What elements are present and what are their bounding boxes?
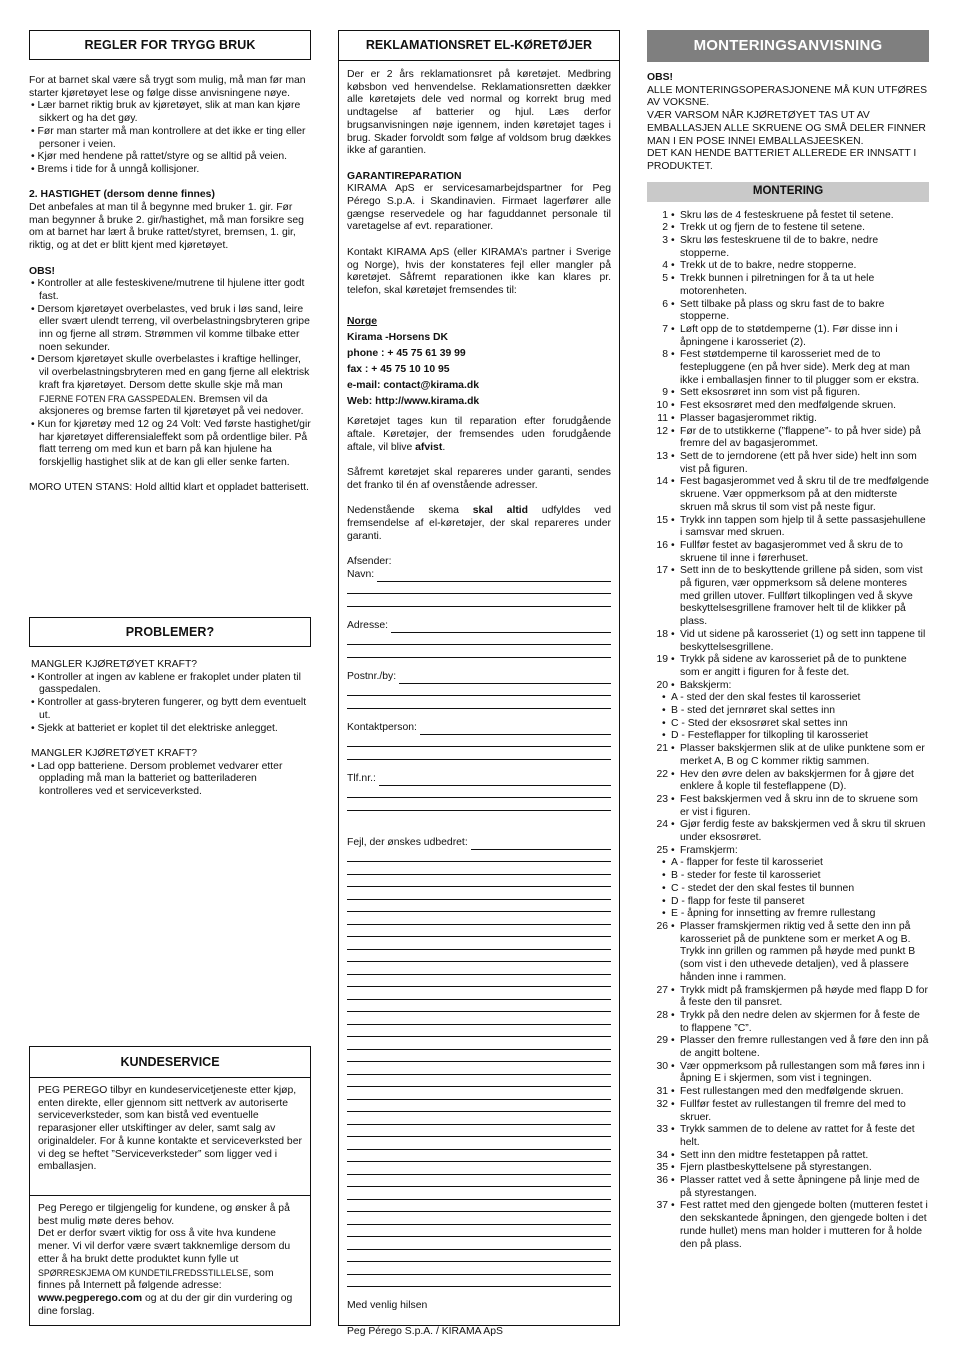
step-subitem: • C - Sted der eksosrøret skal settes inn	[662, 717, 848, 729]
step-number: 21	[656, 743, 668, 755]
problem-question: MANGLER KJØRETØYET KRAFT?	[31, 659, 198, 670]
fault-line[interactable]	[347, 1100, 611, 1113]
fault-line[interactable]	[347, 912, 611, 925]
step-number: 30	[656, 1060, 668, 1072]
step-text: Fullfør festet av rullestangen til fremre del med to skruer.	[680, 1098, 906, 1123]
step-text: Skru løs festeskruene til de to bakre, nedre stopperne.	[680, 235, 879, 259]
contact-person-field[interactable]: Kontaktperson:	[347, 722, 611, 735]
step-text: Sett tilbake på plass og skru fast de to bakre stopperne.	[680, 298, 885, 323]
sender-label: Afsender:	[347, 556, 392, 567]
step-number: 11	[657, 412, 668, 424]
step-text: Fest rullestangen med den medfølgende skruen.	[680, 1086, 904, 1098]
step-number: 28	[656, 1009, 668, 1021]
fault-line[interactable]	[347, 1025, 611, 1038]
step-text: Trykk inn tappen som hjelp til å sette passasjehullene i samsvar med skruen.	[680, 514, 926, 539]
signature-text: Peg Pérego S.p.A. / KIRAMA ApS	[347, 1325, 503, 1337]
fault-line[interactable]	[347, 875, 611, 888]
step-text: Trekk ut de to bakre, nedre stopperne.	[680, 260, 857, 272]
fault-line[interactable]	[347, 1112, 611, 1125]
problem-answers	[29, 672, 311, 736]
email-address[interactable]: e-mail: contact@kirama.dk	[347, 380, 479, 392]
step-number: 25	[656, 844, 668, 856]
step-number: 9	[662, 387, 668, 399]
problem-answer: • Sjekk at batteriet er koplet til det elektriske anlegget.	[29, 723, 311, 736]
step-text: Fest støtdemperne til karosseriet med de to festepluggene (en på hver side). Merk deg at man ikke i emballasjen finner to til plugger som er ekstra.	[680, 349, 920, 386]
service-text: PEG PEREGO tilbyr en kundeservicetjeneste etter kjøp, enten direkte, eller gjennom sitt nettverk av autoriserte serviceverksteder, som kan bistå ved eventuelle reparasjoner eller utskiftinger av deler, samt salg av originaldeler. For å kunne kontakte et serviceverksted ber vi deg se heftet ”Serviceverksteder” som ligger ved i emballasjen.	[38, 1085, 302, 1173]
step-text: Plasser bagasjerommet riktig.	[680, 412, 817, 424]
problem-answer: • Lad opp batteriene. Dersom problemet vedvarer etter opplading må man la batteriet og batteriladeren kontrolleres ved et serviceverksted.	[29, 761, 311, 799]
web-address[interactable]: Web: http://www.kirama.dk	[347, 396, 480, 408]
step-text: Hev den øvre delen av bakskjermen for å gjøre det enklere å kople til festeflappene (D).	[680, 768, 914, 793]
step-text: Bakskjerm:	[680, 679, 732, 691]
fault-line[interactable]	[347, 937, 611, 950]
step-item: 2 • Trekk ut og fjern de to festene til setene.	[647, 222, 929, 235]
fault-line[interactable]	[347, 1212, 611, 1225]
fault-line[interactable]	[347, 975, 611, 988]
website-link[interactable]: www.pegperego.com	[38, 1292, 143, 1304]
step-number: 18	[656, 628, 668, 640]
step-number: 26	[656, 921, 668, 932]
fault-line[interactable]	[347, 1062, 611, 1075]
step-item: 11 • Plasser bagasjerommet riktig.	[647, 413, 929, 426]
step-number: 24	[656, 819, 668, 831]
step-text: Trekk bunnen i pilretningen for å ta ut hele motorenheten.	[680, 273, 875, 297]
step-item: 16 • Fullfør festet av bagasjerommet ved å skru de to skruene til inne i førerhuset.	[647, 540, 929, 565]
step-item: 35 • Fjern plastbeskyttelsene på styrestangen.	[647, 1162, 929, 1175]
address-field[interactable]: Adresse:	[347, 620, 611, 633]
guarantee-title: GARANTIREPARATION	[347, 170, 462, 182]
step-number: 12	[656, 425, 668, 437]
obs-bullets	[29, 278, 311, 470]
fault-line[interactable]	[347, 1162, 611, 1175]
step-number: 7	[662, 323, 668, 335]
step-item: 27 • Trykk midt på framskjermen på høyde med flapp D for å feste den til pansret.	[647, 985, 929, 1010]
step-text: Trykk sammen de to delene av rattet for å feste det helt.	[680, 1124, 915, 1148]
fault-line[interactable]	[347, 1087, 611, 1100]
step-text: Fjern plastbeskyttelsene på styrestangen.	[680, 1162, 872, 1174]
step-subitem: • A - sted der den skal festes til karosseriet	[662, 692, 861, 704]
step-number: 22	[656, 768, 668, 780]
fault-line[interactable]	[347, 1175, 611, 1188]
fault-line[interactable]	[347, 1187, 611, 1200]
company-name: Kirama -Horsens DK	[347, 332, 449, 344]
fault-line[interactable]	[347, 1137, 611, 1150]
step-item: 21 • Plasser bakskjermen slik at de ulike punktene som er merket A, B og C kommer riktig sammen.	[647, 743, 929, 768]
step-text: Vær oppmerksom på rullestangen som må føres inn i åpning E i skjermen, som vist i tegningen.	[680, 1060, 925, 1085]
safety-item: • Kjør med hendene på rattet/styre og se alltid på veien.	[29, 151, 311, 164]
step-number: 2	[662, 222, 668, 234]
column-warranty	[338, 30, 620, 1337]
fault-line[interactable]	[347, 1012, 611, 1025]
safety-title: REGLER FOR TRYGG BRUK	[29, 30, 311, 60]
step-number: 20	[656, 679, 668, 691]
step-item: 10 • Fest eksosrøret med den medfølgende skruen.	[647, 400, 929, 413]
step-subitem: • A - flapper for feste til karosseriet	[662, 857, 823, 869]
speed-title: 2. HASTIGHET (dersom denne finnes)	[29, 189, 215, 201]
safety-intro: For at barnet skal være så trygt som mulig, må man før man starter kjøretøyet lese og følge disse anvisningene nøye.	[29, 75, 306, 99]
step-number: 27	[656, 984, 668, 996]
problem-answer: • Kontroller at ingen av kablene er frakoplet under platen til gasspedalen.	[29, 672, 311, 697]
step-text: Sett inn den midtre festetappen på rattet.	[680, 1149, 869, 1161]
step-number: 36	[656, 1175, 668, 1187]
agreement-text: Køretøjet tages kun til reparation efter forudgående aftale. Køretøjer, der fremsendes uden forudgående aftale, vil blive afvist.	[347, 416, 611, 453]
fault-line[interactable]	[347, 1075, 611, 1088]
fax-number: fax : + 45 75 10 10 95	[347, 364, 450, 376]
fault-field[interactable]: Fejl, der ønskes udbedret:	[347, 837, 611, 850]
country-label: Norge	[347, 316, 378, 328]
fault-line[interactable]	[347, 1037, 611, 1050]
fault-line[interactable]	[347, 1050, 611, 1063]
fault-line[interactable]	[347, 1237, 611, 1250]
step-number: 13	[656, 450, 668, 462]
step-text: Trekk ut og fjern de to festene til setene.	[680, 222, 866, 234]
step-item: 22 • Hev den øvre delen av bakskjermen for å gjøre det enklere å kople til festeflappene (D).	[647, 769, 929, 794]
fault-line[interactable]	[347, 862, 611, 875]
obs-title: OBS!	[29, 265, 55, 277]
step-number: 35	[656, 1162, 668, 1174]
form-instructions: Nedenstående skema skal altid udfyldes ved fremsendelse af el-køretøjer, der skal repareres under garanti.	[347, 505, 611, 542]
warranty-box	[338, 30, 620, 1337]
step-number: 32	[656, 1098, 668, 1110]
step-item: 36 • Plasser rattet ved å sette åpningene på linje med de på styrestangen.	[647, 1175, 929, 1200]
step-item: 24 • Gjør ferdig feste av bakskjermen ved å skru til skruen under eksosrøret.	[647, 819, 929, 844]
step-item: 14 • Fest bagasjerommet ved å skru til de tre medfølgende skruene. Vær oppmerksom på at den midterste skruen må skrus til som vist på neste figur.	[647, 476, 929, 514]
step-number: 37	[656, 1200, 668, 1212]
obs-item: • Kun for kjøretøy med 12 og 24 Volt: Ved første hastighet/gir har kjøretøyet differensialeffekt som på ordentlige biler. På flatt terreng om med kun et barn på kan hjulene ha forskjellig hastighet slik at de kan gli eller senke farten.	[29, 419, 311, 470]
obs-item: • Kontroller at alle festeskivene/mutrene til hjulene itter godt fast.	[29, 278, 311, 303]
step-text: Trykk midt på framskjermen på høyde med flapp D for å feste den til pansret.	[680, 984, 928, 1009]
name-field[interactable]: Navn:	[347, 569, 611, 582]
step-number: 16	[656, 539, 668, 551]
safety-item: • Før man starter må man kontrollere at det ikke er ting eller personer i veien.	[29, 126, 311, 151]
step-text: Plasser den fremre rullestangen ved å føre den inn på de angitt boltene.	[680, 1035, 929, 1060]
assembly-title: MONTERINGSANVISNING	[647, 30, 929, 62]
step-text: Fest bagasjerommet ved å skru til de tre medfølgende skruene. Vær oppmerksom på at den midterste skruen må skrus til som vist på neste figur.	[680, 476, 929, 513]
fault-line[interactable]	[347, 987, 611, 1000]
step-number: 6	[662, 298, 668, 310]
step-item: 17 • Sett inn de to beskyttende grillene på siden, som vist på figuren, vær oppmerksom så delene monteres med grillen utover. Fullført tilkoplingen ved å skyve beskyttelsesgrillene framover helt til de klikker på plass.	[647, 565, 929, 629]
fault-line[interactable]	[347, 1250, 611, 1263]
step-number: 29	[656, 1035, 668, 1047]
safety-item: • Lær barnet riktig bruk av kjøretøyet, slik at man kan kjøre sikkert og ha det gøy.	[29, 100, 311, 125]
step-text: Fest bakskjermen ved å skru inn de to skruene som er vist i figuren.	[680, 793, 918, 818]
step-number: 4	[662, 260, 668, 272]
step-number: 1	[662, 209, 668, 221]
phone-number: phone : + 45 75 61 39 99	[347, 348, 466, 360]
safety-item: • Brems i tide for å unngå kollisjoner.	[29, 164, 311, 177]
step-number: 34	[656, 1149, 668, 1161]
problem-answer: • Kontroller at gass-bryteren fungerer, og bytt dem eventuelt ut.	[29, 697, 311, 722]
step-text: Trykk på den nedre delen av skjermen for å feste de to flappene ”C”.	[680, 1009, 920, 1034]
fault-line[interactable]	[347, 1150, 611, 1163]
contact-text: Kontakt KIRAMA ApS (eller KIRAMA’s partner i Sverige og Norge), hvis der konstateres fejl eller mangler på køretøjet. Såfremt reparationen ikke kan klares pr. telefon, skal køretøjet fremsendes til:	[347, 246, 611, 296]
problem-question: MANGLER KJØRETØYET KRAFT?	[31, 747, 198, 759]
step-number: 14	[656, 476, 668, 488]
step-text: Fullfør festet av bagasjerommet ved å skru de to skruene til inne i førerhuset.	[680, 539, 903, 564]
assembly-obs-title: OBS!	[647, 72, 673, 83]
step-number: 17	[656, 565, 668, 577]
step-item: 8 • Fest støtdemperne til karosseriet med de to festepluggene (en på hver side). Merk deg at man ikke i emballasjen finner to til plugger som er ekstra.	[647, 349, 929, 387]
fault-line[interactable]	[347, 1000, 611, 1013]
warranty-title: REKLAMATIONSRET EL-KØRETØJER	[339, 31, 619, 61]
postal-field[interactable]: Postnr./by:	[347, 671, 611, 684]
step-text: Fest rattet med den gjengede bolten (mutteren festet i den sekskantede åpningen, den gjengede bolten i det runde hullet) mens man holder i mutteren for å holde den på plass.	[680, 1200, 928, 1250]
moro-text: MORO UTEN STANS: Hold alltid klart et oppladet batterisett.	[29, 482, 309, 494]
column-safety	[29, 30, 311, 1317]
step-sublist	[647, 692, 929, 743]
step-text: Plasser bakskjermen slik at de ulike punktene som er merket A, B og C kommer riktig sammen.	[680, 743, 925, 767]
step-number: 31	[656, 1086, 668, 1098]
fault-line[interactable]	[347, 900, 611, 913]
steps-list	[647, 210, 929, 1252]
step-text: Løft opp de to støtdemperne (1). Før disse inn i åpningene i karosseriet (2).	[680, 323, 898, 348]
step-number: 10	[656, 400, 668, 412]
service-box	[29, 1046, 311, 1326]
problems-title: PROBLEMER?	[29, 617, 311, 647]
step-subitem: • B - sted det jernrøret skal settes inn	[662, 705, 836, 717]
fault-lines[interactable]	[347, 850, 611, 1288]
step-item: 9 • Sett eksosrøret inn som vist på figuren.	[647, 387, 929, 400]
step-item: 29 • Plasser den fremre rullestangen ved å føre den inn på de angitt boltene.	[647, 1035, 929, 1060]
step-subitem: • E - åpning for innsetting av fremre rullestang	[662, 908, 876, 920]
step-item: 20 • Bakskjerm:	[647, 680, 929, 693]
fault-line[interactable]	[347, 1200, 611, 1213]
step-item: 37 • Fest rattet med den gjengede bolten (mutteren festet i den sekskantede åpningen, den gjengede bolten i det runde hullet) mens man holder i mutteren for å holde den på plass.	[647, 1200, 929, 1251]
fault-line[interactable]	[347, 962, 611, 975]
step-item: 23 • Fest bakskjermen ved å skru inn de to skruene som er vist i figuren.	[647, 794, 929, 819]
step-item: 3 • Skru løs festeskruene til de to bakre, nedre stopperne.	[647, 235, 929, 260]
fault-line[interactable]	[347, 1225, 611, 1238]
obs-item: • Dersom kjøretøyet skulle overbelastes i kraftige hellinger, vil overbelastningsbryteren med en gang fjerne all elektrisk kraft fra kjøretøyet. Dersom dette skulle skje må man FJERNE FOTEN FRA GASSPEDALEN. Bremsen vil da aksjoneres og bremse farten til kjøretøyet på vei nedover.	[29, 354, 311, 419]
step-number: 15	[656, 514, 668, 526]
step-item: 18 • Vid ut sidene på karosseriet (1) og sett inn tappene til beskyttelsesgrillene.	[647, 629, 929, 654]
step-item: 5 • Trekk bunnen i pilretningen for å ta ut hele motorenheten.	[647, 273, 929, 298]
step-item: 28 • Trykk på den nedre delen av skjermen for å feste de to flappene ”C”.	[647, 1010, 929, 1035]
step-item: 13 • Sett de to jerndorene (ett på hver side) helt inn som vist på figuren.	[647, 451, 929, 476]
step-item: 4 • Trekk ut de to bakre, nedre stopperne.	[647, 260, 929, 273]
mounting-title: MONTERING	[647, 182, 929, 202]
step-item: 31 • Fest rullestangen med den medfølgende skruen.	[647, 1086, 929, 1099]
step-text: Trykk på sidene av karosseriet på de to punktene som er angitt i figuren for å feste det.	[680, 654, 907, 678]
step-text: Framskjerm:	[680, 844, 738, 856]
step-text: Skru løs de 4 festeskruene på festet til setene.	[680, 209, 894, 221]
fault-line[interactable]	[347, 950, 611, 963]
step-number: 19	[656, 654, 668, 666]
step-item: 34 • Sett inn den midtre festetappen på rattet.	[647, 1150, 929, 1163]
step-number: 23	[656, 793, 668, 805]
step-item: 15 • Trykk inn tappen som hjelp til å sette passasjehullene i samsvar med skruen.	[647, 515, 929, 540]
fault-line[interactable]	[347, 1125, 611, 1138]
step-number: 33	[656, 1124, 668, 1136]
step-subitem: • D - flapp for feste til panseret	[662, 895, 805, 907]
assembly-obs-text: ALLE MONTERINGSOPERASJONENE MÅ KUN UTFØRES AV VOKSNE. VÆR VARSOM NÅR KJØRETØYET TAS UT AV EMBALLASJEN ALLE SKRUENE OG SMÅ DELER FINNER MAN I EN POSE INNEI EMBALLASJEESKEN. DET KAN HENDE BATTERIET ALLEREDE ER INNSATT I PRODUKTET.	[647, 84, 928, 172]
franko-text: Såfremt køretøjet skal repareres under garanti, sendes det franko til én af ovenstående adresser.	[347, 467, 611, 491]
safety-bullets	[29, 100, 311, 176]
fault-line[interactable]	[347, 1275, 611, 1288]
warranty-intro: Der er 2 års reklamationsret på køretøjet. Medbring købsbon ved henvendelse. Reklamationsretten dækker alle køretøjets dele ved normal og korrekt brug med undtagelse af batterier og hjul. Læs derfor brugsanvisningen nøje igennem, inden køretøjet tages i brug. Skader forvoldt som følge af voldsom brug dækkes ikke af garantien.	[347, 69, 611, 157]
step-subitem: • C - stedet der den skal festes til bunnen	[662, 882, 855, 894]
feedback-text: Peg Perego er tilgjengelig for kundene, og ønsker å på best mulig møte deres behov. Det er derfor svært viktig for oss å vite hva kundene mener. Vi vil derfor være svært takknemlige dersom du etter å ha brukt dette produktet kunn fylle ut SPØRRESKJEMA OM KUNDETILFREDSSTILLELSE, som finnes på Internett på følgende adresse: www.pegperego.com og at du der gir din vurdering og dine forslag.	[30, 1195, 310, 1325]
step-text: Før de to utstikkerne (”flappene”- to på hver side) på fremre del av bagasjerommet.	[680, 425, 921, 450]
step-text: Plasser framskjermen riktig ved å sette den inn på karosseriet på de punktene som er merket A og B. Trykk inn grillen og rammen på høyde med punkt B (som vist i den uthevede detaljen), ved å plassere hånden inne i rammen.	[680, 921, 916, 983]
step-text: Gjør ferdig feste av bakskjermen ved å skru til skruen under eksosrøret.	[680, 819, 926, 844]
step-text: Vid ut sidene på karosseriet (1) og sett inn tappene til beskyttelsesgrillene.	[680, 628, 926, 653]
step-item: 26 • Plasser framskjermen riktig ved å sette den inn på karosseriet på de punktene som er merket A og B. Trykk inn grillen og rammen på høyde med punkt B (som vist i den uthevede detaljen), ved å plassere hånden inne i rammen.	[647, 921, 929, 985]
column-assembly	[647, 30, 929, 1251]
step-item: 30 • Vær oppmerksom på rullestangen som må føres inn i åpning E i skjermen, som vist i tegningen.	[647, 1061, 929, 1086]
step-item: 1 • Skru løs de 4 festeskruene på festet til setene.	[647, 210, 929, 223]
step-item: 33 • Trykk sammen de to delene av rattet for å feste det helt.	[647, 1124, 929, 1149]
step-number: 8	[662, 349, 668, 361]
step-item: 6 • Sett tilbake på plass og skru fast de to bakre stopperne.	[647, 299, 929, 324]
fault-line[interactable]	[347, 925, 611, 938]
step-text: Fest eksosrøret med den medfølgende skruen.	[680, 400, 896, 412]
phone-field[interactable]: Tlf.nr.:	[347, 773, 611, 786]
service-title: KUNDESERVICE	[30, 1047, 310, 1078]
step-number: 3	[662, 235, 668, 247]
step-text: Sett eksosrøret inn som vist på figuren.	[680, 387, 861, 399]
guarantee-text: KIRAMA ApS er servicesamarbejdspartner for Peg Pérego S.p.A. i Skandinavien. Firmaet lagerfører alle gængse reservedele og har faguddannet personale til varetagelse af evt. reparationer.	[347, 183, 611, 233]
obs-item: • Dersom kjøretøyet overbelastes, ved bruk i løs sand, leire eller svært ulendt terreng, vil overbelastningsbryteren gripe inn og fjerne all strøm. Strømmen vil komme tilbake etter noen sekunder.	[29, 304, 311, 355]
step-subitem: • D - Festeflapper for tilkopling til karosseriet	[662, 730, 868, 742]
closing-text: Med venlig hilsen	[347, 1300, 428, 1312]
fault-line[interactable]	[347, 887, 611, 900]
step-sublist	[647, 857, 929, 921]
step-text: Plasser rattet ved å sette åpningene på linje med de på styrestangen.	[680, 1175, 920, 1199]
fault-line[interactable]	[347, 850, 611, 863]
step-item: 12 • Før de to utstikkerne (”flappene”- to på hver side) på fremre del av bagasjerommet.	[647, 426, 929, 451]
step-subitem: • B - steder for feste til karosseriet	[662, 870, 821, 882]
step-text: Sett de to jerndorene (ett på hver side) helt inn som vist på figuren.	[680, 450, 917, 475]
step-text: Sett inn de to beskyttende grillene på siden, som vist på figuren, vær oppmerksom så delene monteres med grillen utover. Fullført tilkoplingen ved å skyve beskyttelsesgrillene framover helt til de klikker på plass.	[680, 565, 923, 628]
fault-line[interactable]	[347, 1262, 611, 1275]
step-item: 19 • Trykk på sidene av karosseriet på de to punktene som er angitt i figuren for å feste det.	[647, 654, 929, 679]
speed-text: Det anbefales at man til å begynne med bruker 1. gir. Før man begynner å bruke 2. gir/hastighet, må man forsikre seg om at barnet har lært å bruke rattet/styret, bremsen, 1. gir, riktig, og at det er blitt kjent med kjøretøyet.	[29, 202, 304, 252]
step-item: 32 • Fullfør festet av rullestangen til fremre del med to skruer.	[647, 1099, 929, 1124]
step-item: 25 • Framskjerm:	[647, 845, 929, 858]
step-number: 5	[662, 273, 668, 285]
problem-answers	[29, 761, 311, 799]
step-item: 7 • Løft opp de to støtdemperne (1). Før disse inn i åpningene i karosseriet (2).	[647, 324, 929, 349]
